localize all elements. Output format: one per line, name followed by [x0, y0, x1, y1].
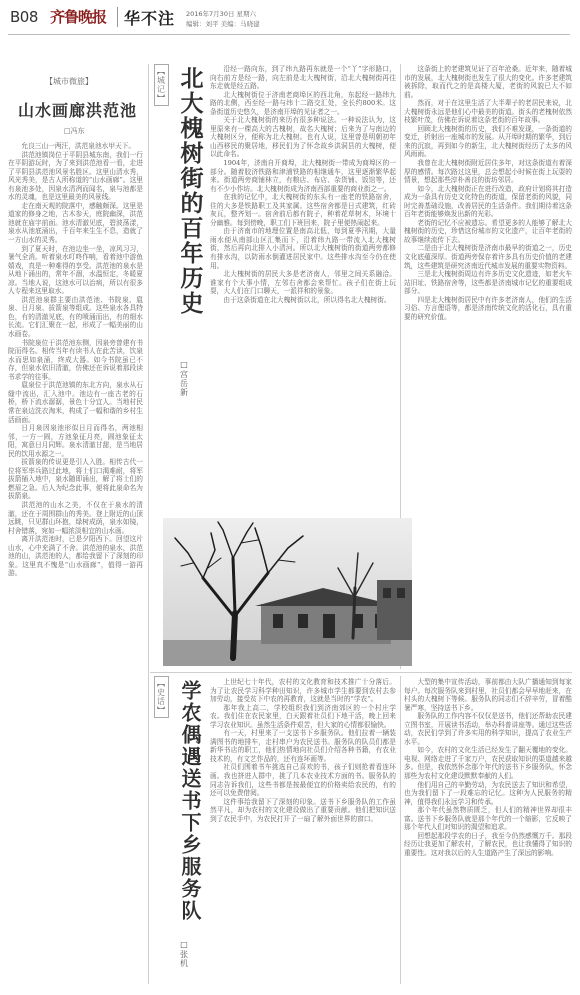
paragraph: 回顾北大槐树街的历史，我们不难发现，一条街道的变迁，折射出一座城市的发展。从开埠时期的繁华，到后来的沉寂，再到如今的新生，北大槐树街经历了太多的风风雨雨。	[404, 124, 572, 159]
paragraph: 走在南天观的院落中，感触颇深。这里是道家的修身之地，古木参天，庭院幽深，洪范池就在庙宇前面。池水清澈见底，碧波荡漾，泉水从池底涌出，千百年来生生不息，造就了一方山水的灵秀。	[8, 201, 143, 245]
main-article-body-col2	[404, 65, 572, 668]
paragraph: 他们用自己的辛勤劳动，为农民送去了知识和希望，也为我们留下了一段难忘的记忆。这种为人民服务的精神，值得我们永远学习和传承。	[404, 780, 572, 806]
paragraph: 四是北大槐树街居民中有许多老济南人，他们的生活习俗、方言俚语等，都是济南传统文化的活化石，具有重要的研究价值。	[404, 295, 572, 321]
masthead	[0, 0, 580, 34]
paragraph: 我曾在北大槐树街附近居住多年，对这条街道有着深厚的感情。每次路过这里，总会想起小时候在街上玩耍的情景，想起那些淳朴善良的街坊邻居。	[404, 159, 572, 185]
paragraph: 有一天，村里来了一支送书下乡服务队。他们拉着一辆装满图书的地排车，走村串户为农民送书。服务队的队员们都是新华书店的职工，他们热情地向社员们介绍各种书籍，有农业技术的，有文艺作品的，还有连环画等。	[210, 729, 396, 763]
left-category-tag: 【城市微旅】	[45, 77, 93, 86]
paragraph: 然而，对于在这里生活了大半辈子的老居民来说，北大槐树街永远是他们心中最美的街道。街头的老槐树依然枝繁叶茂，仿佛在诉说着这条老街的百年故事。	[404, 99, 572, 125]
article-photo	[163, 518, 412, 666]
column-divider	[400, 676, 401, 984]
masthead-rule	[8, 34, 570, 35]
paragraph: 拔箭泉的传说更是引人入胜。相传古代一位将军率兵路过此地，将士们口渴难耐，将军拔箭插入地中，泉水随即涌出，解了将士们的燃眉之急。后人为纪念此事，便将此泉命名为拔箭泉。	[8, 458, 143, 501]
paragraph: 那年我上高二，学校组织我们到济南郊区的一个村庄学农。我们住在农民家里，白天跟着社员们下地干活，晚上回来学习农业知识。虽然生活条件艰苦，但大家的心情都很愉快。	[210, 703, 396, 729]
paragraph: 日月泉因泉池形似日月而得名，两池相邻，一方一圆，方池象征月亮，圆池象征太阳，寓意日月同辉。泉水清澈甘甜，是当地居民的饮用水源之一。	[8, 424, 143, 458]
paragraph: 扈泉位于洪范池镇的东北方向，泉水从石缝中流出，汇入池中。池边有一座古老的石桥，桥下流水潺潺，景色十分宜人。当地村民常在泉边洗衣淘米，构成了一幅和谐的乡村生活画面。	[8, 381, 143, 424]
paragraph: 上世纪七十年代，农村的文化教育和技术推广十分落后。为了让农民学习科学种田知识，许多城市学生都要到农村去参加劳动，接受贫下中农的再教育，这就是当时的“学农”。	[210, 678, 396, 704]
bottom-tag-box	[152, 676, 170, 718]
paragraph: 如今，北大槐树街正在进行改造，政府计划将其打造成为一条具有历史文化特色的街道，保留老街的风貌，同时完善基础设施，改善居民的生活条件。我们期待着这条百年老街能够焕发出新的光彩。	[404, 184, 572, 219]
paragraph: 二是由于北大槐树街是济南市最早的街道之一，历史文化底蕴深厚。街道两旁保存着许多具有历史价值的老建筑，这些建筑是研究济南近代城市发展的重要实物资料。	[404, 244, 572, 270]
paragraph: 大型的集中宣传活动，事前都由大队广播通知到每家每户。每次服务队来到村里，社员们都会早早地赶来，在村头的大槐树下等候。服务队的同志们不辞辛劳，冒着酷暑严寒，坚持送书下乡。	[404, 678, 572, 712]
paragraph: 允良三山一两汪，洪范泉池水甲天下。	[21, 142, 136, 150]
main-article-tag: 【城记】	[154, 64, 169, 106]
paragraph: 北大槐树街的居民大多是老济南人，邻里之间关系融洽。谁家有个大事小情，左邻右舍都会来帮忙。孩子们在街上玩耍，大人们在门口聊天，一派祥和的景象。	[210, 270, 396, 296]
paragraph: 这件事给我留下了深刻的印象。送书下乡服务队的工作虽然平凡，却为农村的文化建设做出了重要贡献。他们把知识送到了农民手中，为农民打开了一扇了解外面世界的窗口。	[210, 797, 396, 823]
paragraph: 由于这条街道在北大槐树街以北，所以得名北大槐树街。	[223, 295, 391, 304]
bottom-article-tag: 【史话】	[154, 676, 169, 718]
bottom-article-body-col2	[404, 678, 572, 983]
paragraph: 洪范池的山水之美，不仅在于泉水的清澈，还在于周围群山的秀美。登上附近的山顶远眺，只见群山环抱，绿树成荫，泉水如镜，村舍错落，宛如一幅浓淡相宜的山水画。	[8, 500, 143, 535]
main-article-title: 北大槐树街的百年历史	[176, 66, 203, 316]
paragraph: 老街的记忆不应被遗忘。希望更多的人能够了解北大槐树街的历史，珍惜这份城市的文化遗产，让百年老街的故事继续流传下去。	[404, 218, 572, 244]
editor-line: 编辑：刘平 美编：马晓建	[186, 20, 260, 28]
paragraph: 洪范池镇岗位于平阴县城东南，我们一行在平阴游玩时，为了来到洪范池看一看，走进了平阴县洪范池风景名胜区。这里山清水秀，风光秀美，是古人所称道的“山水画廊”。这里有泉池多处，因泉水清冽而闻名，泉与池都是水的灵魂，也是这里最美的风景线。	[8, 150, 143, 202]
paragraph: 社员们围着书车挑选自己喜欢的书，孩子们则抢着看连环画。我也挤进人群中，挑了几本农业技术方面的书。服务队的同志告诉我们，这些书都是按最便宜的价格卖给农民的，有的还可以免费借阅。	[210, 763, 396, 798]
main-tag-box	[152, 64, 170, 106]
left-article-title: 山水画廊洪范池	[18, 101, 138, 120]
paragraph: 关于北大槐树街的来历有很多种说法。一种说法认为，这里原来有一棵高大的古槐树，故名大槐树；后来为了与南边的大槐树区分，便称为北大槐树。也有人说，这里曾是明朝初年山西移民的聚居地，移民们为了怀念故乡洪洞县的大槐树，便以此命名。	[210, 116, 396, 159]
paragraph: 如今，农村的文化生活已经发生了翻天覆地的变化。电视、网络走进了千家万户，农民获取知识的渠道越来越多。但是，我依然怀念那个年代的送书下乡服务队，怀念那些为农村文化建设默默奉献的人们。	[404, 746, 572, 781]
paragraph: 1904年，济南自开商埠，北大槐树街一带成为商埠区的一部分。随着胶济铁路和津浦铁路的相继通车，这里逐渐繁华起来。街道两旁商铺林立，有粮店、布店、杂货铺、饭馆等，还有不少小作坊。北大槐树街成为济南西部重要的商业街之一。	[210, 159, 396, 193]
bottom-article-title: 学农偶遇送书下乡服务队	[178, 680, 202, 922]
page-number: B08	[10, 8, 38, 26]
paragraph: 那个年代虽然物质匮乏，但人们的精神世界却很丰富。送书下乡服务队就是那个年代的一个缩影，它反映了那个年代人们对知识的渴望和追求。	[404, 806, 572, 832]
paragraph: 在我的记忆中，北大槐树街的东头有一座老的铁路宿舍，住的大多是铁路职工及其家属。这些宿舍都是日式建筑，红砖灰瓦，整齐划一。宿舍前后都有院子，种着花草树木，环境十分幽雅。每到傍晚，职工们下班回来，院子里便热闹起来。	[210, 193, 396, 227]
main-byline-box	[176, 360, 192, 397]
left-article-body	[8, 142, 143, 982]
section-title: 华不注	[124, 9, 176, 28]
paragraph: 这条街上的老建筑见证了百年沧桑。近年来，随着城市的发展，北大槐树街也发生了很大的变化。许多老建筑被拆除，取而代之的是高楼大厦，老街的风貌已大不如前。	[404, 65, 572, 99]
main-article-body-col1	[210, 65, 396, 515]
paragraph: 洪范池泉群主要由洪范池、书院泉、扈泉、日月泉、拔箭泉等组成。这些泉水各具特色，有的清澈见底，有的喷涌而出，有的细水长流。它们汇聚在一起，形成了一幅美丽的山水画卷。	[8, 295, 143, 339]
bottom-byline-box	[176, 940, 192, 968]
date-line: 2016年7月30日 星期六	[186, 10, 257, 18]
paragraph: 沿经一路向东，到了纬九路再东就是一个“丫”字形路口，向右前方是经一路，向左前是北大槐树街，沿北大槐树街再往东走就是经五路。	[210, 65, 396, 91]
paragraph: 北大槐树街位于济南老商埠区的西北角，东起经一路纬九路的北侧，西至经一路与纬十二路交汇处，全长约800米。这条街道历史悠久，是济南开埠的见证者之一。	[210, 90, 396, 116]
paragraph: 服务队的工作内容不仅仅是送书，他们还帮助农民建立图书室，开展读书活动，举办科普讲座等。通过这些活动，农民们学到了许多实用的科学知识，提高了农业生产水平。	[404, 712, 572, 746]
paragraph: 书院泉位于洪范池东侧，因泉旁曾建有书院而得名。相传当年有读书人在此苦读，饮泉水而思如泉涌，终成大器。如今书院虽已不存，但泉水依旧清澈，仿佛还在诉说着那段读书求学的往事。	[8, 338, 143, 381]
main-title-box	[172, 66, 206, 316]
paragraph: 离开洪范池时，已是夕阳西下。回望这片山水，心中充满了不舍。洪范池的泉水，洪范池的山，洪范池的人，都给我留下了深刻的印象。这里真不愧是“山水画廊”，值得一游再游。	[8, 535, 143, 578]
bottom-article-byline: □张机	[179, 940, 189, 968]
section-rule	[150, 672, 572, 673]
paragraph: 由于济南市的地理位置是南高北低，每到夏季汛期，大量雨水便从南部山区汇集而下，沿着纬九路一带流入北大槐树街，然后再向北排入小清河。所以北大槐树街的街道两旁都修有排水沟，以防雨水倒灌进居民家中。这些排水沟至今仍在使用。	[210, 227, 396, 270]
paragraph: 三是北大槐树街周边有许多历史文化遗迹，如老火车站旧址、铁路宿舍等，这些都是济南城市记忆的重要组成部分。	[404, 270, 572, 296]
bottom-article-body-col1	[210, 678, 396, 983]
main-article-byline: □宫岳新	[179, 360, 189, 397]
old-house-tree-photo	[163, 518, 412, 666]
left-article-byline: □冯东	[64, 127, 85, 135]
paragraph: 回想起那段学农的日子，我至今仍然感慨万千。那段经历让我更加了解农村，了解农民，也让我懂得了知识的重要性。这对我以后的人生道路产生了深远的影响。	[404, 831, 572, 857]
column-divider	[148, 64, 149, 984]
paper-logo: 齐鲁晚报	[50, 8, 107, 26]
bottom-title-box	[174, 680, 206, 922]
masthead-separator	[117, 7, 118, 27]
paragraph: 到了夏天时，在池边坐一坐，凉风习习，暑气全消。听着泉水叮咚作响，看着池中游鱼嬉戏，真是一种难得的享受。洪范池的泉水是从地下涌出的，常年不涸，水温恒定，冬暖夏凉。当地人说，这池水可以治病，所以有很多人专程来这里取水。	[8, 244, 143, 296]
